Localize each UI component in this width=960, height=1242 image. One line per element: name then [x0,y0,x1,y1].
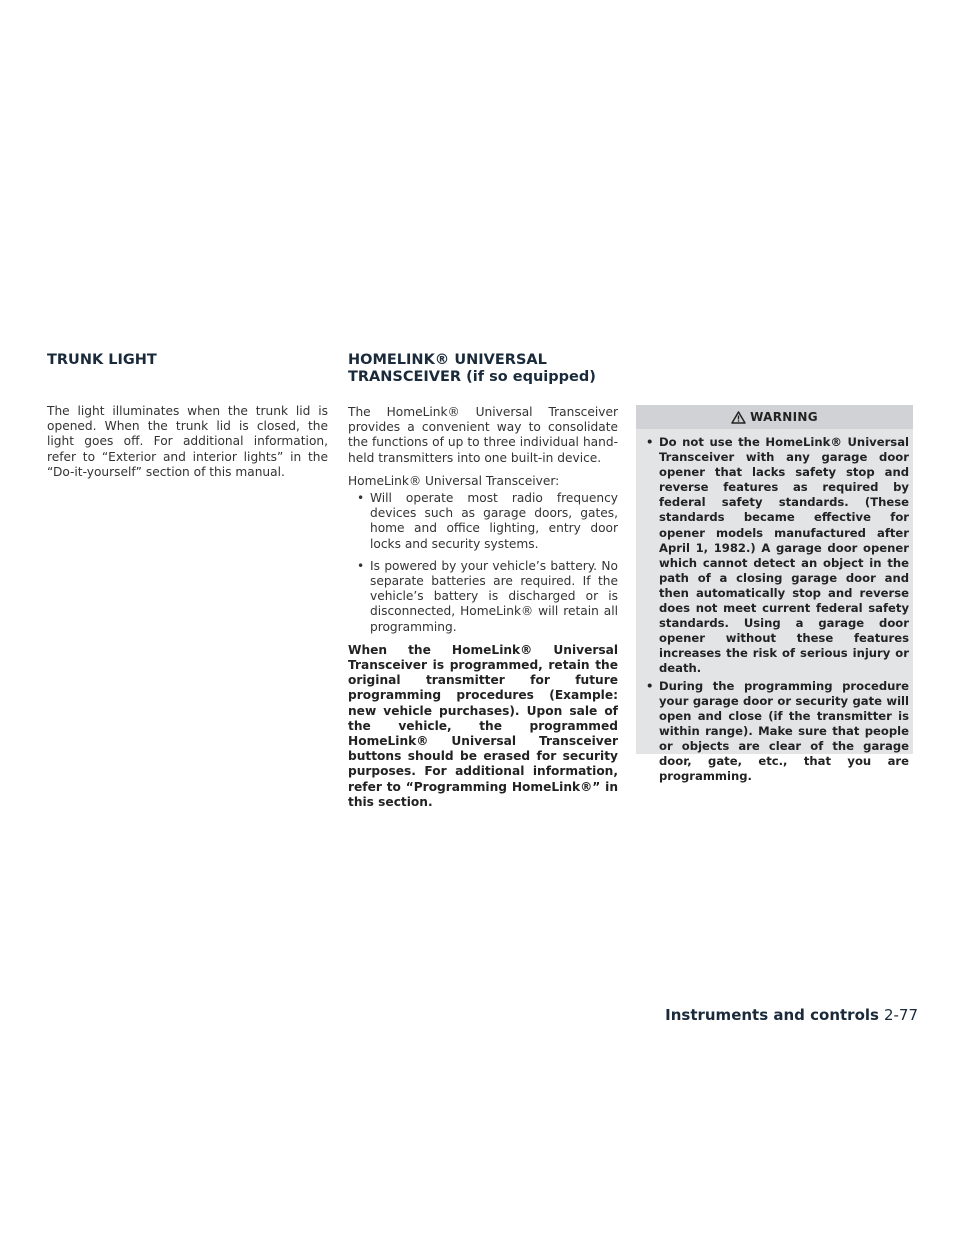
warning-item: • During the programming procedure your garage door or security gate will open and close (if the transmitter is within range). Make sure that people or objects are clear of the garage door, gate, etc., that you are programming. [646,678,909,784]
trunk-light-body: The light illuminates when the trunk lid is opened. When the trunk lid is closed, the light goes off. For additional information, refer to “Exterior and interior lights” in the “Do-it-yourself” section of this manual. [47,404,328,479]
homelink-body [348,405,618,810]
homelink-heading [348,352,618,386]
footer-section-title: Instruments and controls [665,1006,879,1024]
warning-list [644,435,909,786]
list-item: • Will operate most radio frequency devices such as garage doors, gates, home and office lighting, entry door locks and security systems. [357,491,618,551]
list-item: • Is powered by your vehicle’s battery. No separate batteries are required. If the vehicle’s battery is discharged or is disconnected, HomeLink® will retain all programming. [357,558,618,634]
warning-triangle-icon [731,411,746,424]
homelink-heading-line2: TRANSCEIVER (if so equipped) [348,369,596,385]
page-number: 2-77 [883,1006,918,1024]
warning-title: WARNING [750,410,818,424]
homelink-bullet-list [348,491,618,635]
page-footer [665,1006,918,1024]
homelink-heading-line1: HOMELINK® UNIVERSAL [348,352,547,368]
warning-header [636,405,913,429]
warning-item: • Do not use the HomeLink® Universal Transceiver with any garage door opener that lacks safety stop and reverse features as required by federal safety standards. (These standards became effective for opener models manufactured after April 1, 1982.) A garage door opener which cannot detect an object in the path of a closing garage door and then automatically stop and reverse does not meet current federal safety standards. Using a garage door opener without these features increases the risk of serious injury or death. [646,435,909,676]
warning-box [636,405,913,784]
homelink-intro: The HomeLink® Universal Transceiver provides a convenient way to consolidate the functions of up to three individual hand-held transmitters into one built-in device. [348,405,618,465]
homelink-bold-note: When the HomeLink® Universal Transceiver is programmed, retain the original transmitter for future programming procedures (Example: new vehicle purchases). Upon sale of the vehicle, the programmed HomeLink® Universal Transceiver buttons should be erased for security purposes. For additional information, refer to “Programming HomeLink®” in this section. [348,642,618,809]
trunk-light-heading: TRUNK LIGHT [47,352,157,368]
homelink-list-intro: HomeLink® Universal Transceiver: [348,473,560,488]
